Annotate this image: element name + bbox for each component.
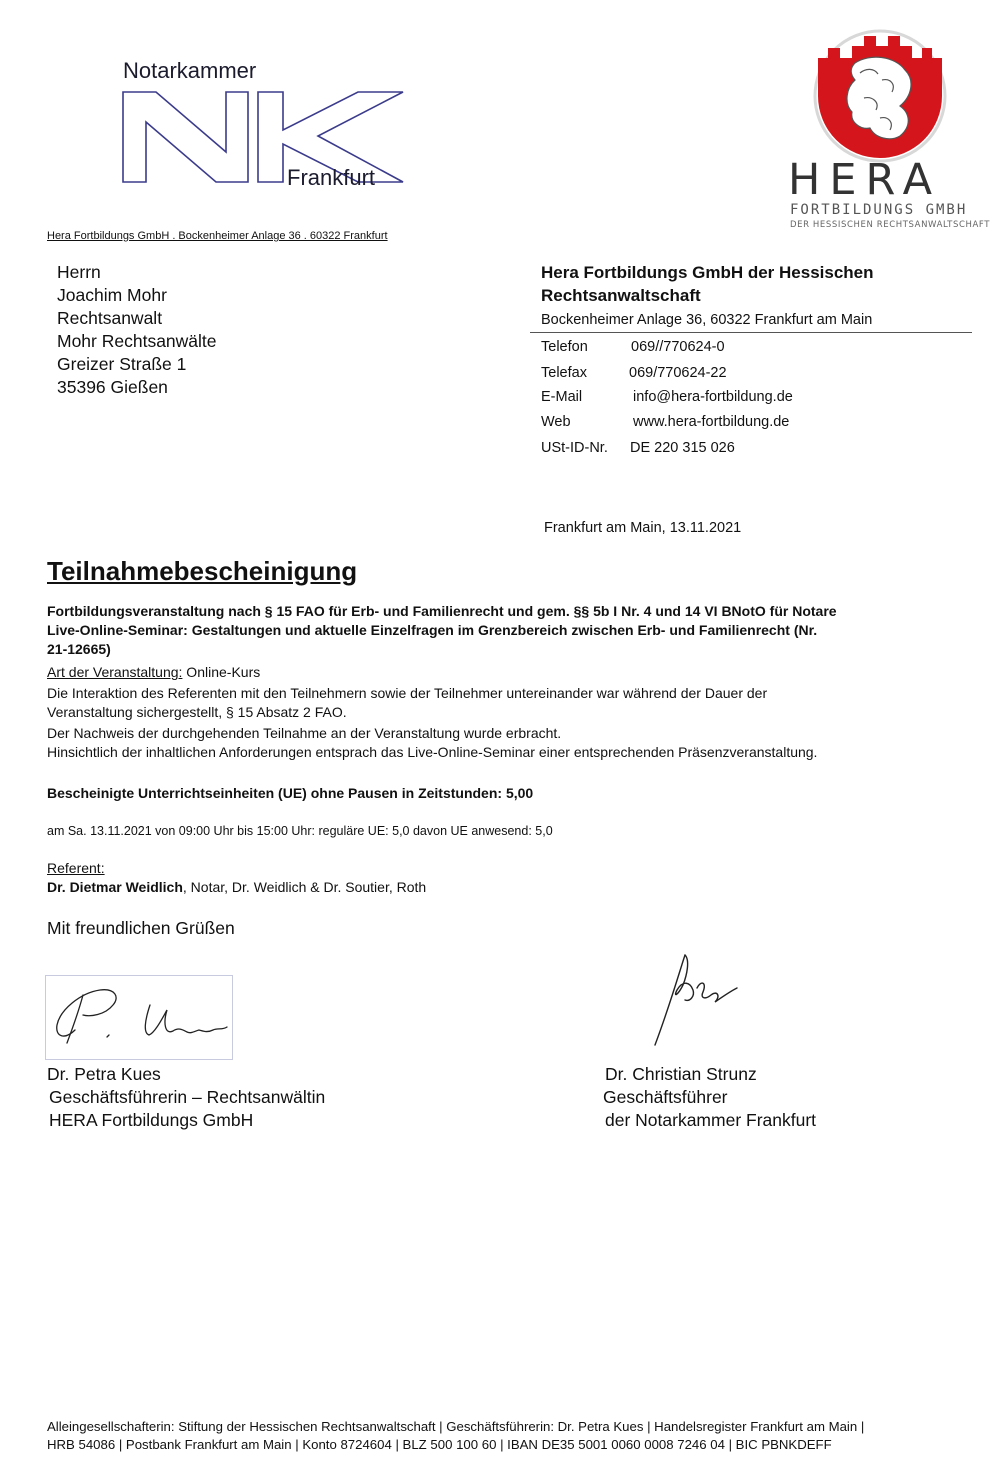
contact-label: Telefon: [541, 339, 588, 355]
contact-row-email: [541, 389, 793, 405]
contact-label: E-Mail: [541, 389, 583, 405]
signatory-right-org: der Notarkammer Frankfurt: [605, 1110, 817, 1130]
contact-value: 069//770624-0: [631, 339, 725, 355]
signature-petra-kues: [45, 975, 233, 1060]
notarkammer-logo-bottom-text: Frankfurt: [287, 165, 376, 190]
referent-name: Dr. Dietmar Weidlich: [47, 879, 183, 895]
contact-row-telefon: [541, 339, 725, 355]
schedule-line: am Sa. 13.11.2021 von 09:00 Uhr bis 15:00 Uhr: reguläre UE: 5,0 davon UE anwesend: 5,0: [47, 824, 553, 838]
recipient-firm: Mohr Rechtsanwälte: [57, 331, 217, 351]
signatory-left-name: Dr. Petra Kues: [47, 1064, 161, 1084]
body-paragraph-3: Der Nachweis der durchgehenden Teilnahme an der Veranstaltung wurde erbracht.: [47, 725, 562, 741]
contact-row-telefax: [541, 365, 727, 381]
contact-row-ustid: [541, 440, 735, 456]
body-paragraph-1: Die Interaktion des Referenten mit den Teilnehmern sowie der Teilnehmer untereinander war während der Dauer der: [47, 685, 768, 701]
contact-label: Telefax: [541, 365, 587, 381]
referent-line: [47, 878, 426, 897]
course-line-1: Fortbildungsveranstaltung nach § 15 FAO für Erb- und Familienrecht und gem. §§ 5b I Nr. 4 und 14 VI BNotO für Notare: [47, 603, 837, 619]
hera-logo-subtitle: FORTBILDUNGS GMBH: [790, 202, 968, 218]
contact-label: USt-ID-Nr.: [541, 440, 608, 456]
notarkammer-logo-top-text: Notarkammer: [123, 58, 257, 83]
contact-value: info@hera-fortbildung.de: [633, 389, 793, 405]
contact-value: www.hera-fortbildung.de: [633, 414, 790, 430]
course-line-2: Live-Online-Seminar: Gestaltungen und aktuelle Einzelfragen im Grenzbereich zwischen Erb- und Familienrecht (Nr.: [47, 622, 818, 638]
contact-value: DE 220 315 026: [630, 440, 735, 456]
certified-hours: Bescheinigte Unterrichtseinheiten (UE) ohne Pausen in Zeitstunden: 5,00: [47, 785, 534, 801]
contact-label: Web: [541, 414, 571, 430]
signatory-right-role: Geschäftsführer: [603, 1087, 728, 1107]
course-line-3: 21-12665): [47, 641, 111, 657]
signatory-left-role: Geschäftsführerin – Rechtsanwältin: [49, 1087, 326, 1107]
body-paragraph-2: Veranstaltung sichergestellt, § 15 Absatz 2 FAO.: [47, 704, 347, 720]
closing-greeting: Mit freundlichen Grüßen: [47, 918, 235, 938]
event-type-value: Online-Kurs: [182, 664, 261, 680]
letterhead-address: Bockenheimer Anlage 36, 60322 Frankfurt am Main: [541, 312, 873, 328]
referent-detail: , Notar, Dr. Weidlich & Dr. Soutier, Roth: [182, 879, 427, 895]
document-title: Teilnahmebescheinigung: [47, 556, 358, 586]
event-type-label: Art der Veranstaltung:: [47, 664, 183, 680]
recipient-salutation: Herrn: [57, 262, 101, 282]
footer: [47, 1418, 864, 1454]
letterhead-divider: [530, 332, 972, 333]
recipient-city: 35396 Gießen: [57, 377, 168, 397]
contact-value: 069/770624-22: [629, 365, 727, 381]
event-type: [47, 663, 260, 682]
signatory-left-org: HERA Fortbildungs GmbH: [49, 1110, 254, 1130]
letterhead-org-line1: Hera Fortbildungs GmbH der Hessischen: [541, 263, 874, 282]
hera-logo-subsubtitle: DER HESSISCHEN RECHTSANWALTSCHAFT: [790, 220, 991, 230]
footer-line-1: Alleingesellschafterin: Stiftung der Hessischen Rechtsanwaltschaft | Geschäftsführerin: Dr. Petra Kues | Handelsregister Frankfurt am Main |: [47, 1419, 865, 1434]
contact-row-web: [541, 414, 790, 430]
hera-logo-name: HERA: [788, 155, 942, 205]
recipient-address: [57, 261, 217, 399]
recipient-street: Greizer Straße 1: [57, 354, 187, 374]
letterhead-org-line2: Rechtsanwaltschaft: [541, 286, 701, 305]
footer-line-2: HRB 54086 | Postbank Frankfurt am Main | Konto 8724604 | BLZ 500 100 60 | IBAN DE35 5001 0060 0008 7246 04 | BIC PBNKDEFF: [47, 1437, 832, 1452]
hera-lion-logo: [800, 18, 960, 168]
signatory-right-name: Dr. Christian Strunz: [605, 1064, 757, 1084]
body-paragraph-4: Hinsichtlich der inhaltlichen Anforderungen entsprach das Live-Online-Seminar einer entsprechenden Präsenzveranstaltung.: [47, 744, 818, 760]
recipient-title: Rechtsanwalt: [57, 308, 163, 328]
letter-date: Frankfurt am Main, 13.11.2021: [544, 520, 742, 536]
signature-christian-strunz: [645, 950, 740, 1050]
referent-label: Referent:: [47, 860, 105, 876]
letterhead-org-name: [541, 261, 961, 307]
sender-return-address: Hera Fortbildungs GmbH . Bockenheimer Anlage 36 . 60322 Frankfurt: [47, 230, 388, 242]
recipient-name: Joachim Mohr: [57, 285, 167, 305]
